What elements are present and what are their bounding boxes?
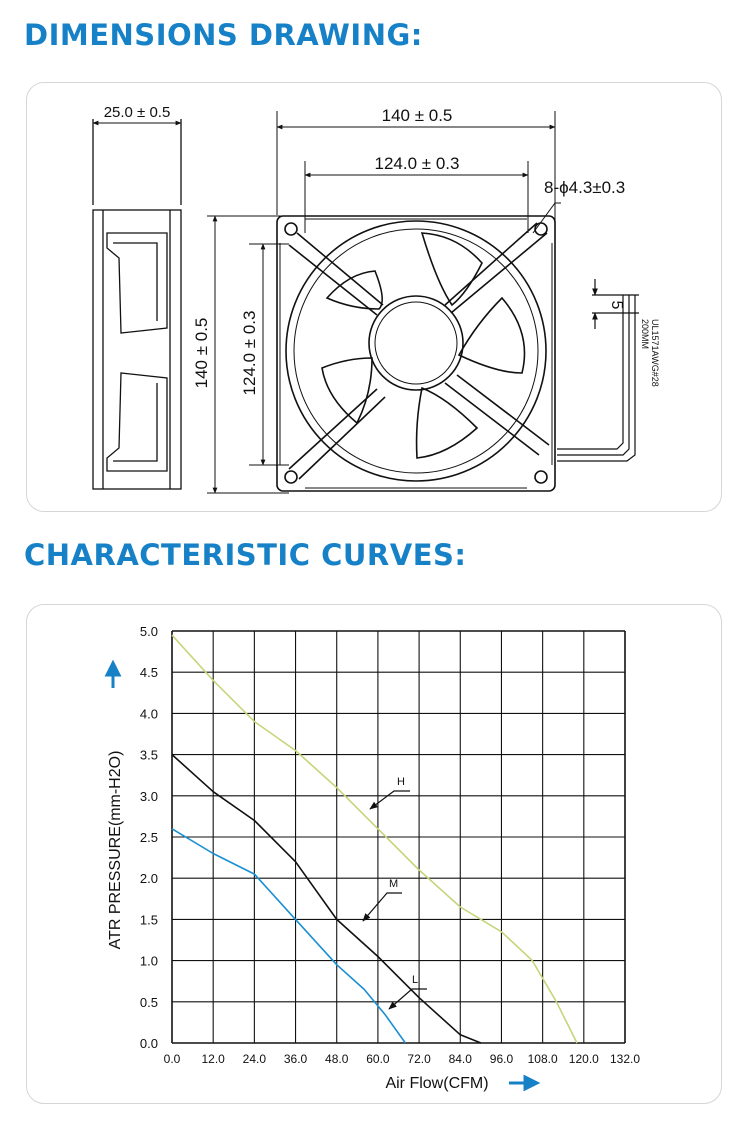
x-tick-label: 72.0 <box>407 1052 431 1066</box>
y-tick-label: 4.5 <box>139 665 158 681</box>
x-tick-label: 24.0 <box>242 1052 267 1066</box>
y-tick-label: 0.5 <box>139 994 158 1010</box>
series-line-H <box>172 635 577 1043</box>
series-label-L: L <box>412 974 419 986</box>
y-tick-label: 3.5 <box>139 747 158 763</box>
side-depth-label: 25.0 ± 0.5 <box>103 104 171 121</box>
dimensions-panel <box>26 82 722 512</box>
lead-dim-label: 5 <box>608 300 625 310</box>
series-line-M <box>172 755 481 1043</box>
y-tick-label: 1.0 <box>139 953 158 969</box>
chart-series <box>172 635 577 1043</box>
y-tick-label: 2.0 <box>139 871 158 887</box>
x-axis-arrow-icon <box>509 1077 537 1089</box>
series-label-M: M <box>389 878 399 890</box>
y-axis-arrow-icon <box>107 663 119 688</box>
x-axis-label: Air Flow(CFM) <box>385 1075 489 1092</box>
series-label-H: H <box>397 776 405 788</box>
x-tick-label: 60.0 <box>366 1052 390 1066</box>
side-view <box>93 119 181 489</box>
dimensions-drawing <box>27 83 723 513</box>
wire-length-label: 200MM <box>640 319 650 350</box>
x-tick-label: 12.0 <box>201 1052 225 1066</box>
outer-width-label: 140 ± 0.5 <box>381 106 453 125</box>
x-tick-label: 132.0 <box>609 1052 641 1066</box>
hole-spacing-h-label: 124.0 ± 0.3 <box>374 154 460 173</box>
hole-spacing-v-label: 124.0 ± 0.3 <box>240 310 259 396</box>
series-line-L <box>172 829 405 1043</box>
curves-title: CHARACTERISTIC CURVES: <box>24 538 467 572</box>
dimensions-title: DIMENSIONS DRAWING: <box>24 18 423 52</box>
x-tick-label: 36.0 <box>283 1052 308 1066</box>
chart-ticks <box>140 624 640 1066</box>
y-axis-label: ATR PRESSURE(mm-H2O) <box>107 750 124 950</box>
hole-spec-label: 8-ϕ4.3±0.3 <box>544 178 626 197</box>
y-tick-label: 2.5 <box>139 830 158 845</box>
y-tick-label: 0.0 <box>139 1036 158 1051</box>
wire-spec-label: UL1571AWG#28 <box>650 319 660 387</box>
y-tick-label: 4.0 <box>139 706 158 722</box>
x-tick-label: 120.0 <box>568 1052 599 1066</box>
outer-height-label: 140 ± 0.5 <box>192 317 211 389</box>
characteristic-chart <box>27 605 723 1105</box>
y-tick-label: 5.0 <box>139 624 158 639</box>
x-tick-label: 0.0 <box>163 1052 181 1066</box>
wire-leads <box>557 279 639 461</box>
chart-grid <box>172 631 625 1043</box>
x-tick-label: 48.0 <box>325 1052 349 1066</box>
y-tick-label: 3.0 <box>139 788 158 804</box>
x-tick-label: 84.0 <box>448 1052 472 1066</box>
x-tick-label: 108.0 <box>527 1052 558 1066</box>
fan-front-view <box>277 216 555 491</box>
curves-panel <box>26 604 722 1104</box>
y-tick-label: 1.5 <box>139 912 158 928</box>
x-tick-label: 96.0 <box>489 1052 514 1066</box>
